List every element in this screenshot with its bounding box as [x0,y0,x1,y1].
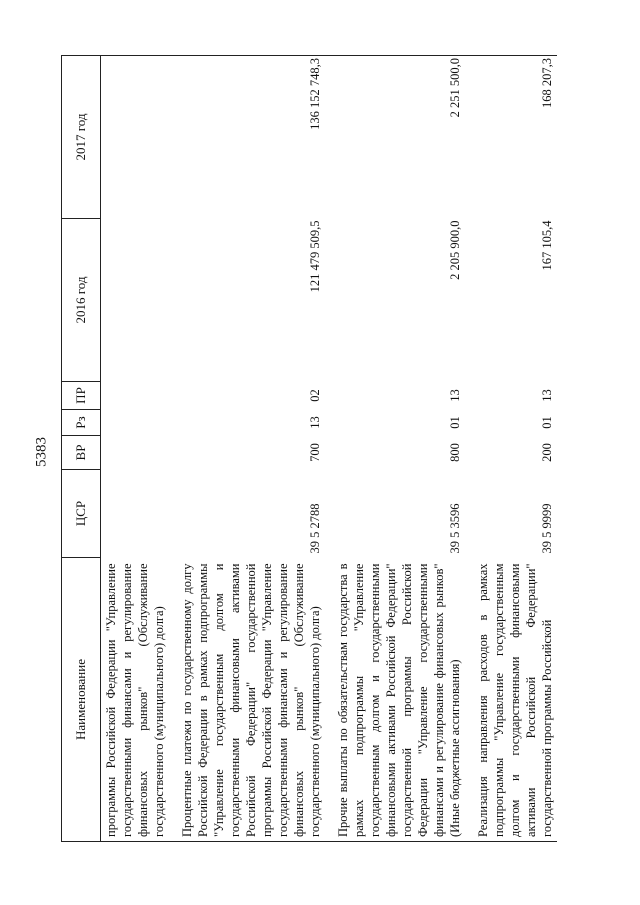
table-row [333,56,465,842]
header-2017: 2017 год [62,56,101,219]
row-csr: 39 5 3596 [448,503,462,554]
row-pr: 13 [540,389,554,402]
row-csr: 39 5 2788 [308,503,322,554]
row-2016 [101,219,170,382]
header-pr: ПР [62,382,101,410]
row-2017 [101,56,170,219]
header-2016: 2016 год [62,219,101,382]
row-2016: 2 205 900,0 [448,220,462,280]
row-pr: 13 [448,389,462,402]
row-2017: 2 251 500,0 [333,56,465,219]
row-2016: 121 479 509,5 [308,220,322,293]
row-pr: 02 [308,389,322,402]
row-rz [101,410,170,436]
table-header [62,56,101,842]
row-rz: 13 [308,416,322,429]
table-body [101,56,558,842]
row-vr [101,436,170,470]
row-vr: 800 [448,443,462,462]
page-number: 5383 [33,437,50,467]
header-row [62,56,101,842]
row-spacer [169,56,177,842]
row-pr [101,382,170,410]
row-csr: 39 5 9999 [540,503,554,554]
row-name: Реализация направления расходов в рамках подпрограммы "Управление государственным долгом и государственными финансовыми активами Российской Федерации" государственной программы Российской [473,558,557,842]
row-spacer [325,56,333,842]
header-csr: ЦСР [62,470,101,558]
header-vr: ВР [62,436,101,470]
row-name: Процентные платежи по государственному долгу Российской Федерации в рамках подпрограммы "Управление государственным долгом и государственными финансовыми активами Российской Федерации" государственной программы Российской Федерации "Управление государственными финансами и регулирование финансовых рынков" (Обслуживание государственного (муниципального) долга) [177,558,325,842]
row-2017: 136 152 748,3 [177,56,325,219]
rotated-page-content [61,56,579,842]
row-rz: 01 [540,416,554,429]
table-row [473,56,557,842]
budget-table [61,55,557,842]
row-2017: 168 207,3 [473,56,557,219]
row-2016: 167 105,4 [540,220,554,271]
row-rz: 01 [448,416,462,429]
row-vr: 700 [308,443,322,462]
row-csr [101,470,170,558]
row-name: программы Российской Федерации "Управление государственными финансами и регулирование финансовых рынков" (Обслуживание государственного (муниципального) долга) [101,558,170,842]
table-row [177,56,325,842]
row-vr: 200 [540,443,554,462]
table-row [101,56,170,842]
row-name: Прочие выплаты по обязательствам государства в рамках подпрограммы "Управление государственным долгом и государственными финансовыми активами Российской Федерации" государственной программы Российской Федерации "Управление государственными финансами и регулирование финансовых рынков" (Иные бюджетные ассигнования) [333,558,465,842]
row-spacer [465,56,473,842]
header-name: Наименование [62,558,101,842]
header-rz: Рз [62,410,101,436]
